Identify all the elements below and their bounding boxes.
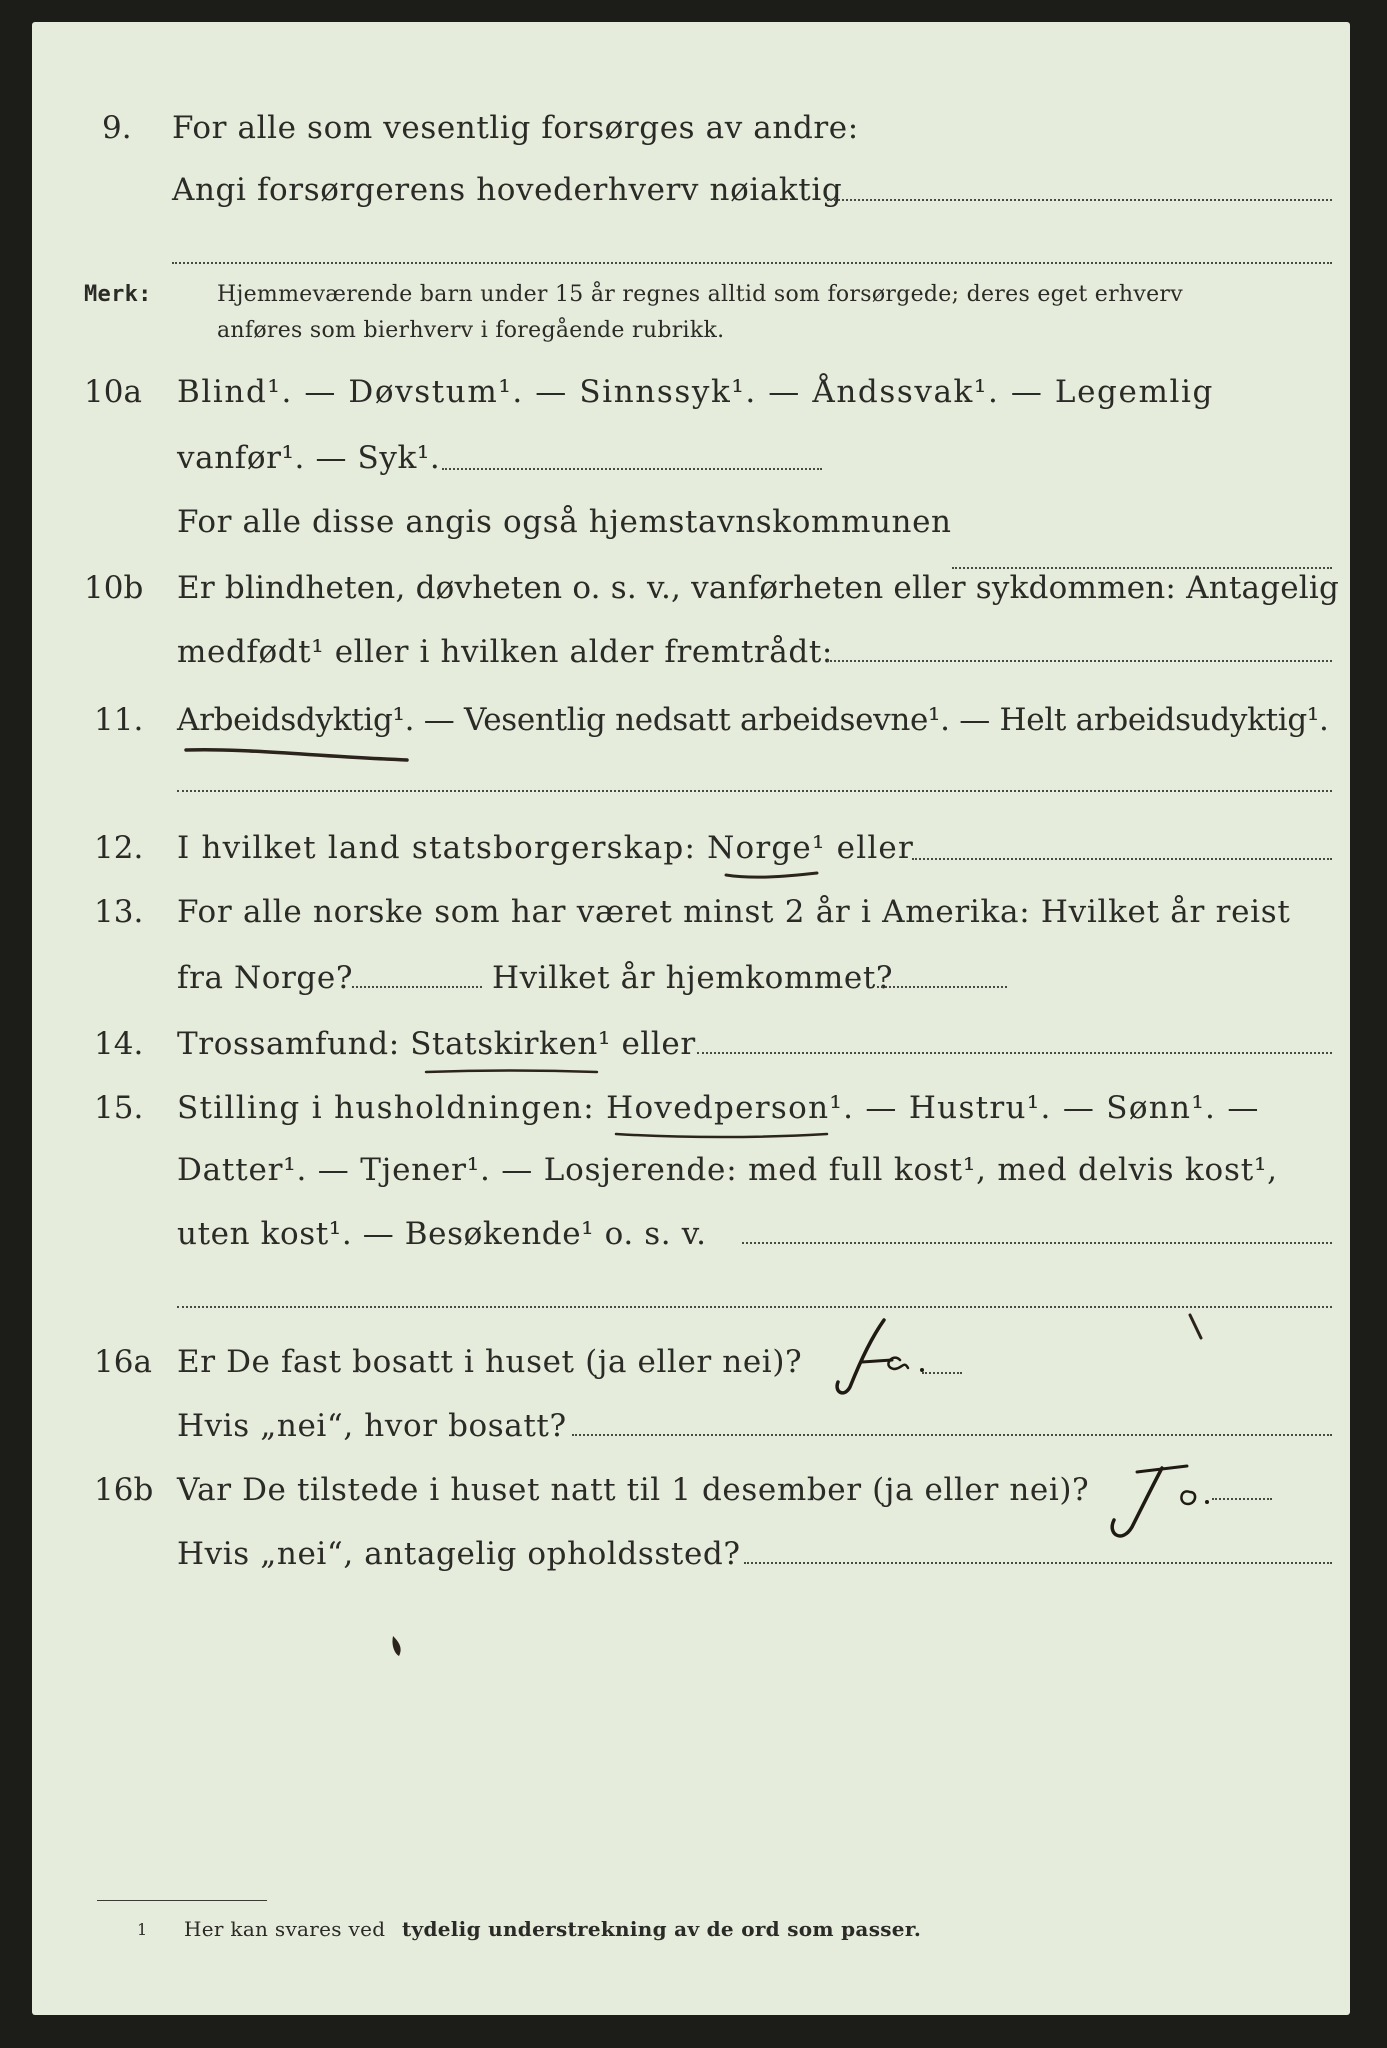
census-form-page <box>32 22 1350 2015</box>
q10b-number: 10b <box>84 570 144 606</box>
q10b-answer-line[interactable] <box>827 660 1332 662</box>
q14-answer-line[interactable] <box>697 1052 1332 1054</box>
q12-question: I hvilket land statsborgerskap: Norge¹ eller <box>177 830 914 866</box>
q13-left-prompt: fra Norge? <box>177 960 354 996</box>
merk-text-line1: Hjemmeværende barn under 15 år regnes alltid som forsørgede; deres eget erhverv <box>217 282 1183 307</box>
ink-blot <box>387 1632 407 1662</box>
q16a-question: Er De fast bosatt i huset (ja eller nei)? <box>177 1344 803 1380</box>
q12-number: 12. <box>94 830 144 866</box>
q9-answer-line[interactable] <box>827 199 1332 201</box>
q11-question: Arbeidsdyktig¹. — Vesentlig nedsatt arbeidsevne¹. — Helt arbeidsudyktig¹. <box>177 702 1329 738</box>
q10b-prompt: medfødt¹ eller i hvilken alder fremtrådt: <box>177 634 833 670</box>
q10a-options: vanfør¹. — Syk¹. <box>177 440 441 476</box>
q11-handwritten-underline <box>182 740 412 770</box>
footnote-rule <box>97 1900 267 1901</box>
q16a-prompt: Hvis „nei“, hvor bosatt? <box>177 1408 567 1444</box>
q13-question: For alle norske som har været minst 2 år i Amerika: Hvilket år reist <box>177 894 1291 930</box>
q10a-answer-line[interactable] <box>442 468 822 470</box>
q14-number: 14. <box>94 1026 144 1062</box>
q13-right-prompt: Hvilket år hjemkommet? <box>492 960 894 996</box>
footnote-marker: 1 <box>137 1920 148 1939</box>
q15-handwritten-underline <box>612 1126 832 1146</box>
q13-number: 13. <box>94 894 144 930</box>
q10a-hometown-line[interactable] <box>952 567 1332 569</box>
q16b-question: Var De tilstede i huset natt til 1 desember (ja eller nei)? <box>177 1472 1090 1508</box>
q13-right-answer-line[interactable] <box>877 986 1007 988</box>
q15-question: Stilling i husholdningen: Hovedperson¹. — Hustru¹. — Sønn¹. — <box>177 1090 1260 1126</box>
q16a-number: 16a <box>94 1344 152 1380</box>
q16a-residence-line[interactable] <box>572 1434 1332 1436</box>
footnote-bold-text: tydelig understrekning av de ord som passer. <box>402 1917 922 1941</box>
q9-extra-line[interactable] <box>172 262 1332 264</box>
q16b-prompt: Hvis „nei“, antagelig opholdssted? <box>177 1536 741 1572</box>
q10a-question: Blind¹. — Døvstum¹. — Sinnssyk¹. — Åndssvak¹. — Legemlig <box>177 374 1214 410</box>
q15-extra-line[interactable] <box>177 1306 1332 1308</box>
q11-number: 11. <box>94 702 144 738</box>
q9-number: 9. <box>102 110 132 146</box>
q11-extra-line[interactable] <box>177 790 1332 792</box>
q9-prompt: Angi forsørgerens hovederhverv nøiaktig <box>172 172 843 208</box>
q9-question: For alle som vesentlig forsørges av andre: <box>172 110 859 146</box>
merk-text-line2: anføres som bierhverv i foregående rubrikk. <box>217 318 725 343</box>
q12-answer-line[interactable] <box>912 858 1332 860</box>
q16b-answer-line[interactable] <box>1212 1498 1272 1500</box>
q16b-handwritten-answer <box>1092 1462 1242 1542</box>
q15-options-line2: Datter¹. — Tjener¹. — Losjerende: med full kost¹, med delvis kost¹, <box>177 1152 1278 1188</box>
q14-question: Trossamfund: Statskirken¹ eller <box>177 1026 696 1062</box>
q16b-location-line[interactable] <box>744 1562 1332 1564</box>
q16a-handwritten-answer <box>822 1312 942 1402</box>
ink-stroke <box>1187 1312 1207 1342</box>
q14-handwritten-underline <box>422 1062 602 1082</box>
q10a-prompt: For alle disse angis også hjemstavnskommunen <box>177 504 952 540</box>
q16a-answer-line[interactable] <box>922 1372 962 1374</box>
q10b-question: Er blindheten, døvheten o. s. v., vanførheten eller sykdommen: Antagelig <box>177 570 1340 606</box>
footnote-text: Her kan svares ved <box>184 1917 386 1941</box>
q13-left-answer-line[interactable] <box>352 986 482 988</box>
q16b-number: 16b <box>94 1472 154 1508</box>
q12-handwritten-underline <box>722 867 822 887</box>
merk-label: Merk: <box>84 282 152 307</box>
q15-number: 15. <box>94 1090 144 1126</box>
q10a-number: 10a <box>84 374 142 410</box>
q15-answer-line[interactable] <box>742 1242 1332 1244</box>
q15-options-line3: uten kost¹. — Besøkende¹ o. s. v. <box>177 1216 707 1252</box>
